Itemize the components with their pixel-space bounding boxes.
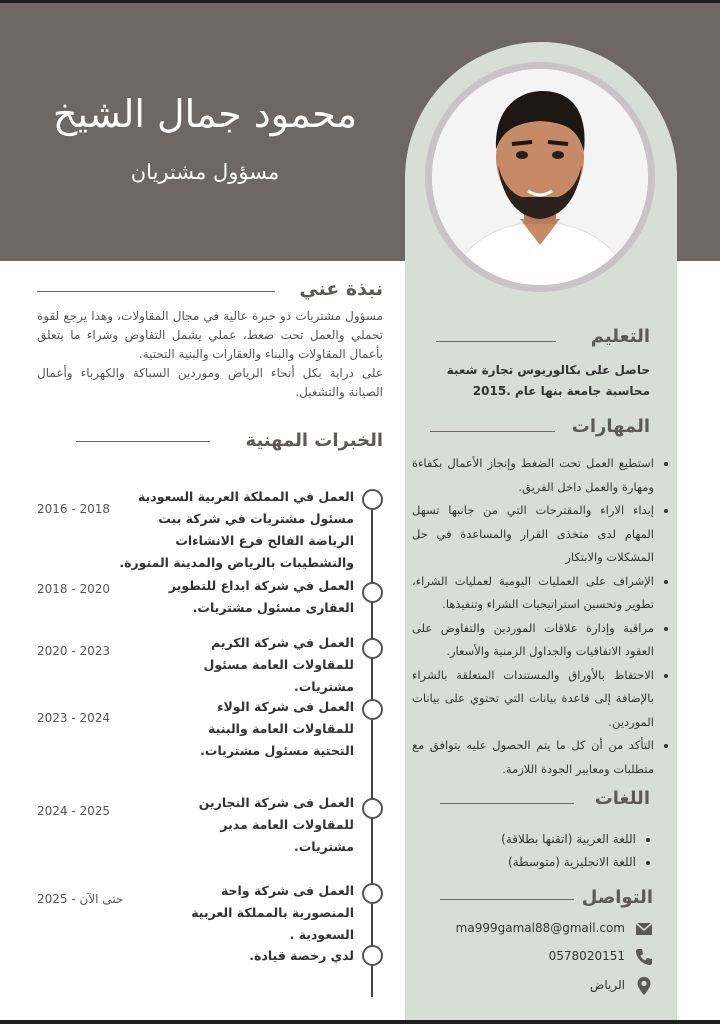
experience-years-2: 2018 - 2020 (37, 582, 111, 596)
education-text: حاصل على بكالوريوس تجارة شعبة محاسبة جامعة بنها عام .2015 (446, 363, 650, 398)
skills-list (412, 452, 668, 781)
skill-item: • الاحتفاظ بالأوراق والمستندات المتعلقة بالشراء بالإضافة إلى قاعدة بيانات التي تحتوي على بيانات الموردين. (412, 664, 654, 735)
education-rule (436, 341, 556, 342)
timeline-line (371, 497, 373, 997)
experience-years-5: 2024 - 2025 (37, 804, 111, 818)
profile-photo-illustration (432, 69, 648, 285)
language-item: • اللغة الانجليزية (متوسطة) (450, 851, 636, 874)
experience-years-4: 2023 - 2024 (37, 711, 111, 725)
about-paragraph-1: مسؤول مشتريات ذو خبرة عالية في مجال المقاولات، وهذا يرجع لقوة تحملي والعمل تحت ضغط، عملي يشمل التفاوض وشراء ما يتعلق بأعمال المقاولات والبناء والعقارات والبنية التحتية. (37, 309, 383, 361)
mail-icon (633, 918, 655, 940)
experience-item-2: العمل في شركة ابداع للتطوير العقارى مسئول مشتريات. (168, 578, 354, 615)
timeline-dot (362, 638, 383, 659)
experience-heading: الخبرات المهنية (245, 430, 383, 451)
skill-item: • إبداء الاراء والمقترحات التي من جانبها تسهل المهام لدى متخذى القرار والمساعدة في حل المشكلات والابتكار (412, 499, 654, 570)
experience-rule (76, 441, 210, 442)
languages-list (450, 828, 650, 874)
experience-item-5: العمل فى شركة النجارين للمقاولات العامة مدير مشتريات. (198, 795, 354, 854)
languages-rule (440, 803, 574, 804)
phone-icon (633, 946, 655, 968)
skill-item: • التأكد من أن كل ما يتم الحصول عليه يتوافق مع متطلبات ومعايير الجودة اللازمة. (412, 734, 654, 781)
contact-email[interactable]: ma999gamal88@gmail.com (455, 921, 625, 935)
timeline-dot (362, 699, 383, 720)
timeline-dot (362, 798, 383, 819)
timeline-dot (362, 489, 383, 510)
bottom-border (0, 1020, 720, 1024)
about-heading: نبذة عني (299, 278, 383, 300)
location-pin-icon (633, 975, 655, 997)
languages-heading: اللغات (594, 788, 650, 809)
language-item: • اللغة العربية (اتقنها بطلاقة) (450, 828, 636, 851)
timeline-dot (362, 945, 383, 966)
contact-phone[interactable]: 0578020151 (548, 949, 625, 963)
skill-item: • مراقبة وإدارة علاقات الموردين والتفاوض على العقود الاتفاقيات والجداول الزمنية والأسعار. (412, 617, 654, 664)
contact-email-row (450, 918, 655, 940)
experience-item-4: العمل فى شركة الولاء للمقاولات العامة والبنية التحتية مسئول مشتريات. (200, 699, 354, 758)
skills-rule (430, 431, 555, 432)
experience-item-1: العمل في المملكة العربية السعودية مسئول مشتريات في شركة بيت الرياضة الفالح فرع الانشاءات والتشطيبات بالرياض والمدينة المنورة. (119, 489, 354, 570)
experience-item-3: العمل في شركة الكريم للمقاولات العامة مسئول مشتريات. (203, 635, 354, 694)
about-rule (37, 291, 275, 292)
contact-phone-row (450, 946, 655, 968)
contact-rule (440, 899, 574, 900)
about-paragraph-2: على دراية بكل أنحاء الرياض وموردين السباكة والكهرباء وأعمال الصيانة والتشغيل. (37, 366, 383, 399)
job-title: مسؤول مشتريان (130, 160, 280, 184)
education-heading: التعليم (590, 326, 650, 347)
skill-item: • الإشراف على العمليات اليومية لعمليات الشراء، تطوير وتحسين استراتيجيات الشراء وتنفيذها. (412, 570, 654, 617)
contact-heading: التواصل (581, 887, 653, 908)
experience-item-6: العمل فى شركة واحة المنصورية بالمملكة العربية السعودية . (191, 883, 354, 942)
experience-years-1: 2016 - 2018 (37, 502, 111, 516)
profile-photo (432, 69, 648, 285)
experience-item-7: لدي رخصة قيادة. (249, 948, 354, 963)
skills-heading: المهارات (571, 416, 650, 437)
experience-years-6: حتى الآن - 2025 (37, 892, 124, 906)
about-text (37, 307, 383, 402)
experience-years-3: 2020 - 2023 (37, 644, 111, 658)
person-name: محمود جمال الشيخ (52, 92, 358, 136)
skill-item: • استطيع العمل تحت الضغط وإنجاز الأعمال بكفاءة ومهارة والعمل داخل الفريق. (412, 452, 654, 499)
contact-location: الرياض (589, 978, 625, 992)
contact-location-row (450, 975, 655, 997)
timeline-dot (362, 883, 383, 904)
timeline-dot (362, 582, 383, 603)
